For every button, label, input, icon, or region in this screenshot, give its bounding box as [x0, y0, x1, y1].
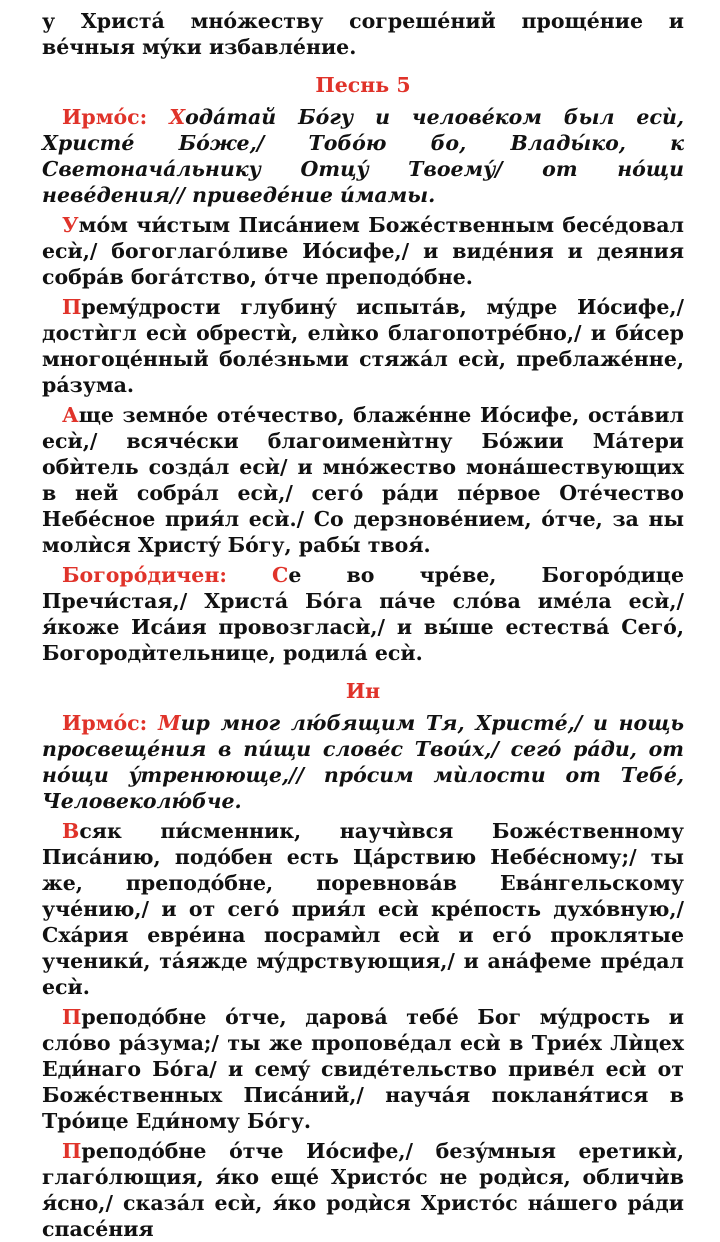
irmos-label: Ирмóс:: [62, 711, 148, 735]
drop-cap: С: [272, 563, 289, 587]
drop-cap: У: [62, 213, 79, 237]
song5-troparion-1: [42, 212, 684, 290]
irmos-label: Ирмóс:: [62, 105, 148, 129]
theotokion-label: Богорóдичен:: [62, 563, 227, 587]
drop-cap: А: [62, 403, 79, 427]
song5-troparion-3: [42, 402, 684, 558]
irmos-text: одáтай Бóгу и человéком был есѝ, Христé Бóже,/ Тобóю бо, Влады́ко, к Светоначáльнику Отцý Твоемý/ от нóщи невéдения// приведéние и́мамы.: [42, 105, 684, 207]
troparion-text: реподóбне óтче Иóсифе,/ безýмныя еретикѝ, глагóлющия, я́ко ещé Христóс не родѝся, обличѝв я́сно,/ сказáл есѝ, я́ко родѝся Христóс нáшего рáди спасéния: [42, 1139, 684, 1241]
troparion-text: мóм чи́стым Писáнием Божéственным бесéдовал есѝ,/ богоглагóливе Иóсифе,/ и видéния и деяния собрáв богáтство, óтче преподóбне.: [42, 213, 684, 289]
song5-theotokion: [42, 562, 684, 666]
troparion-text: ще земнóе отéчество, блажéнне Иóсифе, остáвил есѝ,/ всячéски благоименѝтну Бóжии Мáтери обѝтель создáл есѝ/ и мнóжество монáшествующих в ней собрáл есѝ,/ сегó рáди пéрвое Отéчество Небéсное прия́л есѝ./ Со дерзновéнием, óтче, за ны молѝся Христý Бóгу, рабы́ твоя́.: [42, 403, 684, 557]
irmos-text: ир мног лю́бящим Тя, Христé,/ и нощь просвещéния в пи́щи словéс Твои́х,/ сегó рáди, от нóщи ýтренююще,// прóсим мѝлости от Тебé, Человеколю́бче.: [42, 711, 684, 813]
song5-irmos: [42, 104, 684, 208]
in-troparion-3: [42, 1138, 684, 1242]
troparion-text: ремýдрости глубинý испытáв, мýдре Иóсифе,/ достѝгл есѝ обрестѝ, елѝко благопотрéбно,/ и би́сер многоцéнный болéзньми стяжáл есѝ, преблажéнне, рáзума.: [42, 295, 684, 397]
in-troparion-2: [42, 1004, 684, 1134]
drop-cap: П: [62, 295, 82, 319]
in-irmos: [42, 710, 684, 814]
irmos-drop-cap: М: [157, 711, 181, 735]
in-heading: Ин: [345, 679, 381, 703]
song5-heading: Песнь 5: [315, 73, 411, 97]
top-paragraph: у Христá мнóжеству согрешéний прощéние и вéчныя мýки избавлéние.: [42, 9, 684, 59]
song5-troparion-2: [42, 294, 684, 398]
troparion-text: реподóбне óтче, даровá тебé Бог мýдрость и слóво рáзума;/ ты же проповéдал есѝ в Триéх Лѝцех Еди́наго Бóга/ и семý свидéтельство привéл есѝ от Божéственных Писáний,/ научáя покланя́тися в Трóице Еди́ному Бóгу.: [42, 1005, 684, 1133]
drop-cap: В: [62, 819, 80, 843]
in-troparion-1: [42, 818, 684, 1000]
troparion-text: сяк пи́сменник, научѝвся Божéственному Писáнию, подóбен есть Цáрствию Небéсному;/ ты же, преподóбне, поревновáв Евáнгельскому учéнию,/ и от сегó прия́л есѝ крéпость духóвную,/ Схáрия еврéина посрамѝл есѝ и егó проклятые ученики́, тáяжде мýдрствующия,/ и анáфеме прéдал есѝ.: [42, 819, 684, 999]
theotokion-text: е во чрéве, Богорóдице Пречи́стая,/ Христá Бóга пáче слóва имéла есѝ,/ я́коже Исáия провозгласѝ,/ и вы́ше естествá Сегó, Богородѝтельнице, родилá есѝ.: [42, 563, 684, 665]
drop-cap: П: [62, 1139, 82, 1163]
irmos-drop-cap: Х: [169, 105, 186, 129]
drop-cap: П: [62, 1005, 82, 1029]
